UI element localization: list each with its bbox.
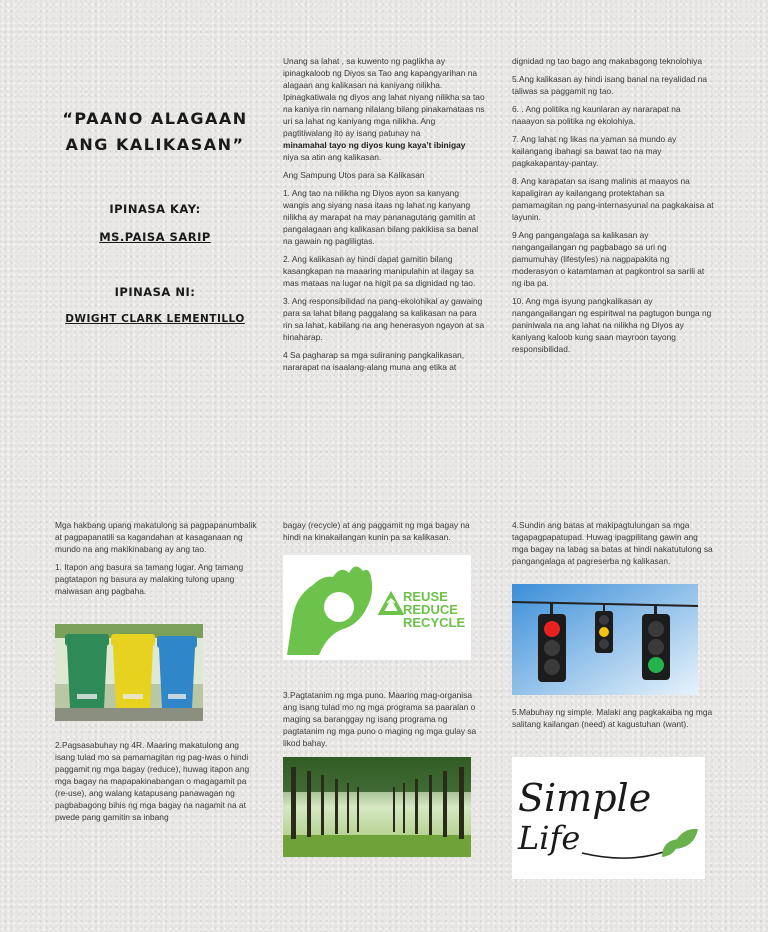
submitted-by-label: IPINASA NI:	[114, 285, 196, 299]
simple-life-image	[512, 757, 705, 879]
intro-column	[283, 55, 485, 379]
commandment-5: 5.Ang kalikasan ay hindi isang banal na reyalidad na taliwas sa paggamit ng tao.	[512, 74, 708, 96]
steps-column-2	[283, 519, 485, 549]
steps-column-1-lower	[55, 739, 260, 829]
traffic-lights-image	[512, 584, 698, 695]
recycle-word-recycle: RECYCLE	[403, 615, 466, 630]
commandment-4-continued: dignidad ng tao bago ang makabagong teknolohiya	[512, 56, 702, 66]
step-3: 3.Pagtatanim ng mga puno. Maaring mag-organisa ang isang tulad mo ng mga programa sa paaralan o maging sa baranggay ng isang programa ng pagtatanim ng mga puno o maging ng mga gulay sa likod bahay.	[283, 690, 477, 748]
commandment-2: 2. Ang kalikasan ay hindi dapat gamitin bilang kasangkapan na maaaring manipulahin at ilagay sa mas mataas na lugar na higit pa sa dignidad ng tao.	[283, 254, 476, 288]
commandment-7: 7. Ang lahat ng likas na yaman sa mundo ay kailangang ibahagi sa bawat tao na may pagkakapantay-pantay.	[512, 134, 677, 168]
commandment-4: 4 Sa pagharap sa mga suliraning pangkalikasan, nararapat na isaalang-alang muna ang etika at	[283, 350, 465, 372]
steps-intro: Mga hakbang upang makatulong sa pagpapanumbalik at pagpapanatili sa kagandahan at kasaganaan ng mundo na ang makikinabang ay ang tao.	[55, 520, 257, 554]
commandment-9: 9 Ang pangangalaga sa kalikasan ay nangangailangan ng pagbabago sa uri ng pamumuhay (lifestyles) na nagpapakita ng moderasyon o katamtaman at pagkontrol sa sarili at ng iba pa.	[512, 230, 705, 288]
steps-column-3	[512, 519, 714, 573]
submitted-to-name: MS.PAISA SARIP	[99, 230, 211, 244]
step-5: 5.Mabuhay ng simple. Malaki ang pagkakaiba ng mga salitang kailangan (need) at kagustuhan (want).	[512, 707, 713, 729]
commandments-column	[512, 55, 714, 361]
submitted-by-name: DWIGHT CLARK LEMENTILLO	[65, 313, 245, 325]
recycle-word-reuse: REUSE	[403, 589, 448, 604]
simple-word: Simple	[518, 776, 652, 820]
intro-paragraph: Unang sa lahat , sa kuwento ng paglikha ay ipinagkaloob ng Diyos sa Tao ang kapangyarihan na alagaan ang kalikasan na kaniyang nilikha. Ipinagkatiwala ng diyos ang lahat niyang nilikha sa tao na kaniya rin namang nilalang bilang pinakamataas ns uri sa lahat ng kaniyang mga nilikha. Ang pagtitiwalang ito ay isang patunay na	[283, 56, 485, 138]
step-2: 2.Pagsasabuhay ng 4R. Maaring makatulong ang isang tulad mo sa pamamagitan ng pag-iwas o hindi paggamit ng mga bagay (reduce), huwag itapon ang mga bagay na mapapakinabangan o magagamit pa (re-use), ang walang katapusang panawagan ng pagbabagong bihis ng mga bagay na nagamit na at pwede pang gamitin sa inbang	[55, 740, 250, 822]
reuse-reduce-recycle-image	[283, 555, 471, 660]
step-4: 4.Sundin ang batas at makipagtulungan sa mga tagapagpapatupad. Huwag ipagpilitang gawin ang mga bagay na labag sa batas at hindi nakatutulong sa pangangalaga at pagreserba ng kalikasan.	[512, 520, 713, 566]
steps-column-2-lower	[283, 689, 485, 755]
ten-commandments-heading: Ang Sampung Utos para sa Kalikasan	[283, 170, 425, 180]
intro-emphasis: minamahal tayo ng diyos kung kaya’t ibinigay	[283, 140, 466, 150]
step-2-continued: bagay (recycle) at ang paggamit ng mga bagay na hindi na kinakailangan kunin pa sa kalikasan.	[283, 520, 470, 542]
commandment-1: 1. Ang tao na nilikha ng Diyos ayon sa kanyang wangis ang siyang nasa itaas ng lahat ng kanyang nilikha ay marapat na may pananagutang gamitin at pangalagaan ang kalikasan bilang pakikiisa sa banal na gawain ng pagliligtas.	[283, 188, 479, 246]
trash-bins-image	[55, 624, 203, 721]
cover-title: “PAANO ALAGAAN ANG KALIKASAN”	[62, 109, 248, 154]
commandment-3: 3. Ang responsibilidad na pang-ekolohikal ay gawaing para sa lahat bilang paggalang sa kalikasan na para rin sa lahat, kabilang na ang henerasyon ngayon at sa hinaharap.	[283, 296, 485, 342]
steps-column-3-lower	[512, 706, 714, 736]
commandment-6: 6. . Ang politika ng kaunlaran ay nararapat na naaayon sa politika ng ekolohiya.	[512, 104, 681, 126]
submitted-to-label: IPINASA KAY:	[109, 202, 201, 216]
commandment-10: 10. Ang mga isyung pangkalikasan ay nangangailangan ng espiritwal na pagtugon bunga ng paniniwala na ang lahat na nilikha ng Diyos ay kaniyang kaloob kung saan mayroon tayong responsibilidad.	[512, 296, 712, 354]
life-word: Life	[518, 819, 581, 857]
recycle-word-reduce: REDUCE	[403, 602, 458, 617]
steps-column-1	[55, 519, 260, 603]
intro-ending: niya sa atin ang kalikasan.	[283, 152, 382, 162]
step-1: 1. Itapon ang basura sa tamang lugar. Ang tamang pagtatapon ng basura ay malaking tulong upang maiwasan ang pagbaha.	[55, 562, 244, 596]
commandment-8: 8. Ang karapatan sa isang malinis at maayos na kapaligiran ay kailangang protektahan sa pamamagitan ng pang-internasyunal na pagkakaisa at layunin.	[512, 176, 714, 222]
forest-image	[283, 757, 471, 857]
